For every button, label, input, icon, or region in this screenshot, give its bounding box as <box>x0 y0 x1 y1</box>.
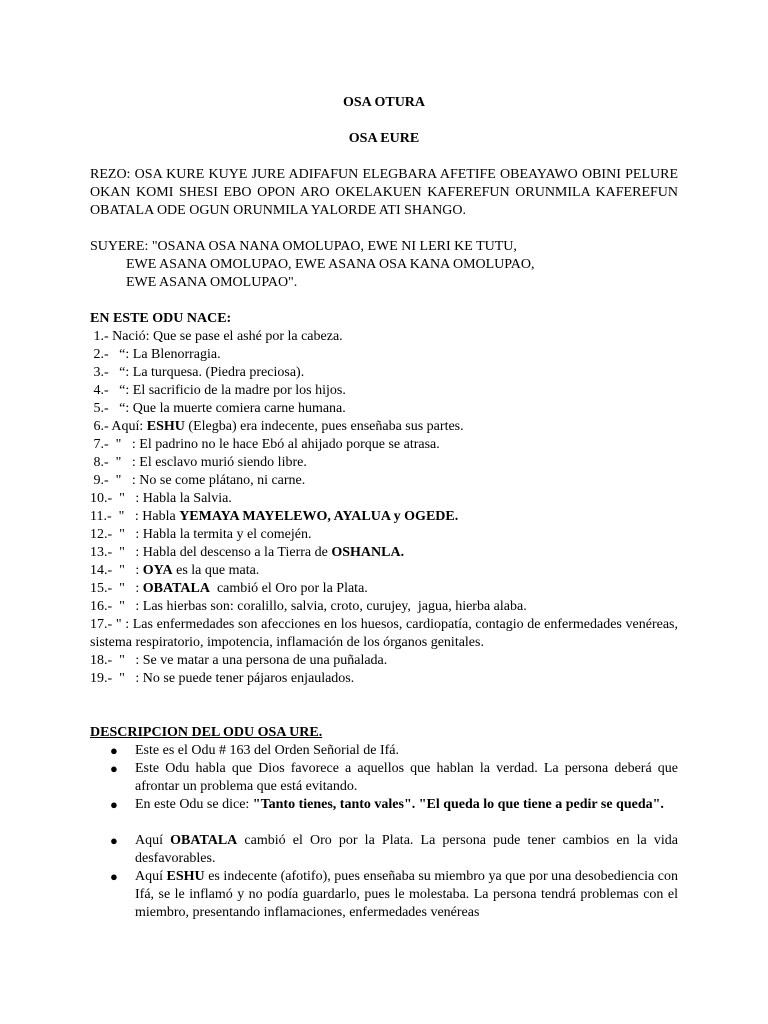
bullet-bold-text: "Tanto tienes, tanto vales". "El queda lo que tiene a pedir se queda". <box>252 797 664 812</box>
item-text: 11.- " : Habla <box>90 509 180 524</box>
descripcion-heading: DESCRIPCION DEL ODU OSA URE. <box>90 725 323 740</box>
nace-item <box>90 544 404 562</box>
nace-item: 1.- Nació: Que se pase el ashé por la cabeza. <box>90 329 343 344</box>
item-text: 13.- " : Habla del descenso a la Tierra de <box>90 545 332 560</box>
nace-item: 4.- “: El sacrificio de la madre por los hijos. <box>90 383 346 398</box>
bullet-text: Aquí <box>135 869 167 884</box>
item-bold-text: ESHU <box>146 419 185 434</box>
bullet-item <box>135 742 678 760</box>
bullet-item <box>135 832 678 868</box>
nace-item: 3.- “: La turquesa. (Piedra preciosa). <box>90 365 305 380</box>
nace-item: 5.- “: Que la muerte comiera carne humana. <box>90 401 346 416</box>
nace-item: 17.- " : Las enfermedades son afecciones en los huesos, cardiopatía, contagio de enfermedades venéreas, sistema respiratorio, impotencia, inflamación de los órganos genitales. <box>90 617 678 650</box>
bullet-icon: ● <box>110 743 118 758</box>
nace-item <box>90 418 464 436</box>
nace-item: 9.- " : No se come plátano, ni carne. <box>90 473 306 488</box>
nace-item: 16.- " : Las hierbas son: coralillo, salvia, croto, curujey, jagua, hierba alaba. <box>90 599 527 614</box>
bullet-text: Aquí <box>135 833 171 848</box>
bullet-text: es indecente (afotifo), pues enseñaba su miembro ya que por una desobediencia con Ifá, se le inflamó y no podía guardarlo, pues le molestaba. La persona tendrá problemas con el miembro, presentando inflamaciones, enfermedades venéreas <box>135 869 678 920</box>
nace-item: 2.- “: La Blenorragia. <box>90 347 221 362</box>
item-bold-text: OBATALA <box>142 581 210 596</box>
bullet-icon: ● <box>110 761 118 776</box>
item-bold-text: OYA <box>142 563 173 578</box>
item-text: 14.- " : <box>90 563 143 578</box>
nace-item: 18.- " : Se ve matar a una persona de una puñalada. <box>90 653 388 668</box>
item-text: es la que mata. <box>172 563 260 578</box>
nace-item: 12.- " : Habla la termita y el comején. <box>90 527 312 542</box>
nace-item: 7.- " : El padrino no le hace Ebó al ahijado porque se atrasa. <box>90 437 440 452</box>
nace-heading: EN ESTE ODU NACE: <box>90 311 232 326</box>
bullet-item <box>135 760 678 796</box>
bullet-icon: ● <box>110 833 118 848</box>
document-title: OSA OTURA <box>342 95 426 110</box>
bullet-item <box>135 868 678 922</box>
nace-item: 19.- " : No se puede tener pájaros enjaulados. <box>90 671 355 686</box>
item-bold-text: YEMAYA MAYELEWO, AYALUA y OGEDE. <box>179 509 459 524</box>
document-subtitle: OSA EURE <box>348 131 420 146</box>
nace-item <box>90 562 259 580</box>
bullet-item <box>135 796 678 814</box>
bullet-bold-text: ESHU <box>166 869 205 884</box>
bullet-bold-text: OBATALA <box>170 833 238 848</box>
suyere-line-2: EWE ASANA OMOLUPAO, EWE ASANA OSA KANA OMOLUPAO, <box>126 257 535 272</box>
item-text: (Elegba) era indecente, pues enseñaba sus partes. <box>184 419 464 434</box>
item-text: 6.- Aquí: <box>90 419 147 434</box>
nace-item: 10.- " : Habla la Salvia. <box>90 491 232 506</box>
bullet-icon: ● <box>110 797 118 812</box>
suyere-line-3: EWE ASANA OMOLUPAO". <box>126 275 298 290</box>
nace-item <box>90 580 368 598</box>
item-text: 15.- " : <box>90 581 143 596</box>
bullet-text: Este es el Odu # 163 del Orden Señorial de Ifá. <box>135 743 399 758</box>
rezo-paragraph: REZO: OSA KURE KUYE JURE ADIFAFUN ELEGBARA AFETIFE OBEAYAWO OBINI PELURE OKAN KOMI SHESI EBO OPON ARO OKELAKUEN KAFEREFUN ORUNMILA KAFEREFUN OBATALA ODE OGUN ORUNMILA YALORDE ATI SHANGO. <box>90 167 678 218</box>
bullet-text: Este Odu habla que Dios favorece a aquellos que hablan la verdad. La persona deberá que afrontar un problema que está evitando. <box>135 761 678 794</box>
bullet-text: En este Odu se dice: <box>135 797 253 812</box>
item-text: cambió el Oro por la Plata. <box>209 581 368 596</box>
item-bold-text: OSHANLA. <box>331 545 405 560</box>
nace-item: 8.- " : El esclavo murió siendo libre. <box>90 455 307 470</box>
bullet-icon: ● <box>110 869 118 884</box>
suyere-line-1: SUYERE: "OSANA OSA NANA OMOLUPAO, EWE NI LERI KE TUTU, <box>90 239 517 254</box>
bullet-text: cambió el Oro por la Plata. La persona pude tener cambios en la vida desfavorables. <box>135 833 679 866</box>
nace-item <box>90 508 458 526</box>
